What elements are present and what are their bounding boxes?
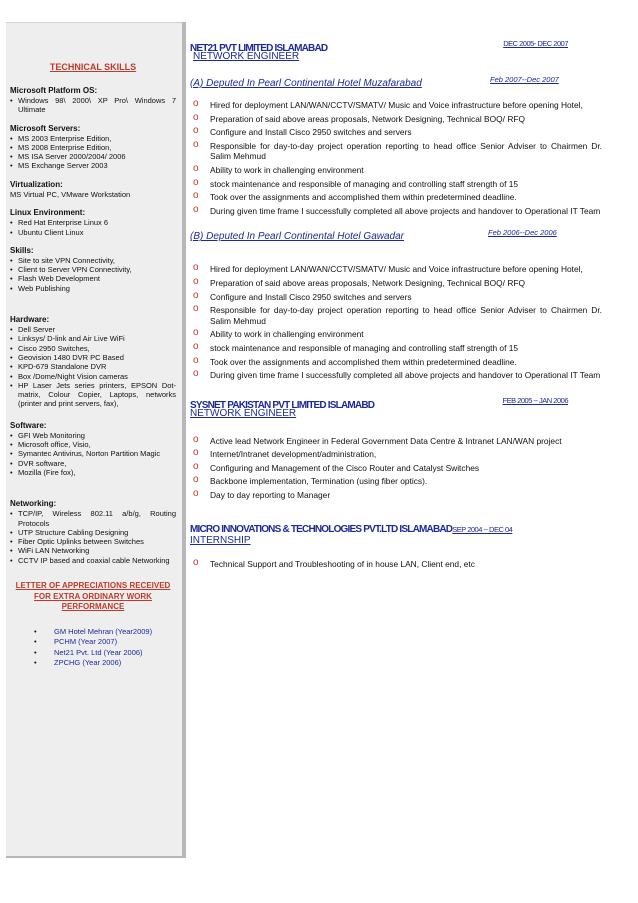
skill-section-os bbox=[10, 86, 176, 115]
skill-item: • UTP Structure Cabling Designing bbox=[10, 528, 176, 537]
duties-list bbox=[190, 559, 602, 570]
skill-item: • Linksys/ D-link and Air Live WiFi bbox=[10, 334, 176, 343]
skill-item: • KPD-679 Standalone DVR bbox=[10, 362, 176, 371]
job-role: NETWORK ENGINEER bbox=[193, 51, 300, 62]
appreciations-heading: LETTER OF APPRECIATIONS RECEIVED FOR EXTRA ORDINARY WORK PERFORMANCE bbox=[15, 581, 171, 611]
skills-sidebar bbox=[6, 22, 182, 858]
skill-item: • Fiber Optic Uplinks between Switches bbox=[10, 537, 176, 546]
sidebar-divider bbox=[182, 22, 186, 858]
skill-section-hardware bbox=[10, 315, 176, 409]
section-heading: Software: bbox=[10, 420, 47, 430]
experience-column bbox=[190, 38, 602, 572]
section-heading: Linux Environment: bbox=[10, 208, 86, 218]
deputation-dates: Feb 2006--Dec 2006 bbox=[488, 228, 557, 238]
skill-item: • GFI Web Monitoring bbox=[10, 431, 176, 440]
skill-item: • Microsoft office, Visio, bbox=[10, 440, 176, 449]
technical-skills-heading: TECHNICAL SKILLS bbox=[49, 62, 137, 72]
skill-item: • Cisco 2950 Switches, bbox=[10, 344, 176, 353]
duty-item: o Configuring and Management of the Cisco Router and Catalyst Switches bbox=[190, 463, 602, 474]
deputation-header bbox=[190, 73, 602, 87]
skill-item: • WiFi LAN Networking bbox=[10, 546, 176, 555]
appreciations-list bbox=[10, 627, 176, 669]
duty-item: o Active lead Network Engineer in Federal Government Data Centre & Intranet LAN/WAN project bbox=[190, 436, 602, 447]
deputation-title: (A) Deputed In Pearl Continental Hotel Muzafarabad bbox=[190, 78, 422, 89]
section-heading: Hardware: bbox=[10, 315, 50, 325]
skill-item: • Geovision 1480 DVR PC Based bbox=[10, 353, 176, 362]
skill-section-networking bbox=[10, 499, 176, 565]
skill-item: • TCP/IP, Wireless 802.11 a/b/g, Routing Protocols bbox=[10, 509, 176, 528]
deputation-title: (B) Deputed In Pearl Continental Hotel Gawadar bbox=[190, 231, 405, 243]
duties-list bbox=[190, 436, 602, 501]
skill-item: • CCTV IP based and coaxial cable Networking bbox=[10, 556, 176, 565]
duty-item: o Internet/Intranet development/administration, bbox=[190, 449, 602, 460]
appreciation-item: • Net21 Pvt. Ltd (Year 2006) bbox=[10, 648, 176, 659]
section-heading: Microsoft Platform OS: bbox=[10, 86, 98, 95]
duty-item: o stock maintenance and responsible of managing and controlling staff strength of 15 bbox=[190, 179, 602, 190]
duty-item: o Configure and Install Cisco 2950 switches and servers bbox=[190, 292, 602, 303]
duty-item: o Responsible for day-to-day project operation reporting to head office Senior Adviser to Chairmen Dr. Salim Mehmud bbox=[190, 305, 602, 326]
duties-list bbox=[190, 264, 602, 380]
section-heading: Virtualization: bbox=[10, 179, 63, 189]
job-header bbox=[190, 395, 602, 411]
skill-item: • Red Hat Enterprise Linux 6 bbox=[10, 218, 176, 227]
duty-item: o Ability to work in challenging environment bbox=[190, 165, 602, 176]
skill-section-virtualization bbox=[10, 180, 176, 200]
duty-item: o During given time frame I successfully completed all above projects and handover to Operational IT Team bbox=[190, 206, 602, 217]
skill-section-linux bbox=[10, 208, 176, 237]
skill-item: • DVR software, bbox=[10, 459, 176, 468]
skill-line: MS Virtual PC, VMware Workstation bbox=[10, 189, 131, 199]
skill-item: • Dell Server bbox=[10, 325, 176, 334]
duty-item: o Hired for deployment LAN/WAN/CCTV/SMATV/ Music and Voice infrastructure before opening Hotel, bbox=[190, 100, 602, 111]
skill-item: • MS 2003 Enterprise Edition, bbox=[10, 134, 176, 143]
duty-item: o Took over the assignments and accomplished them within predetermined deadline. bbox=[190, 357, 602, 368]
duty-item: o During given time frame I successfully completed all above projects and handover to Operational IT Team bbox=[190, 370, 602, 381]
skill-item: • Mozilla (Fire fox), bbox=[10, 468, 176, 477]
duty-item: o Configure and Install Cisco 2950 switches and servers bbox=[190, 127, 602, 138]
duty-item: o Preparation of said above areas proposals, Network Designing, Technical BOQ/ RFQ bbox=[190, 114, 602, 125]
appreciation-item: • GM Hotel Mehran (Year2009) bbox=[10, 627, 176, 638]
duty-item: o Day to day reporting to Manager bbox=[190, 490, 602, 501]
duty-item: o Ability to work in challenging environment bbox=[190, 329, 602, 340]
section-heading: Skills: bbox=[10, 245, 34, 255]
job-header bbox=[190, 519, 602, 535]
skill-section-software bbox=[10, 421, 176, 477]
duty-item: o Technical Support and Troubleshooting of in house LAN, Client end, etc bbox=[190, 559, 602, 570]
section-heading: Networking: bbox=[10, 499, 57, 509]
job-dates: DEC 2005- DEC 2007 bbox=[503, 39, 568, 48]
job-header bbox=[190, 38, 602, 54]
duty-item: o stock maintenance and responsible of managing and controlling staff strength of 15 bbox=[190, 343, 602, 354]
skill-item: • Windows 98\ 2000\ XP Pro\ Windows 7 Ultimate bbox=[10, 96, 176, 115]
duty-item: o Backbone implementation, Termination (using fiber optics). bbox=[190, 476, 602, 487]
skill-item: • HP Laser Jets series printers, EPSON Dot-matrix, Colour Copier, Laptops, networks (printer and print servers, fax), bbox=[10, 381, 176, 409]
skill-section-skills bbox=[10, 246, 176, 293]
skill-item: • Box /Dome/Night Vision cameras bbox=[10, 372, 176, 381]
company-name: MICRO INNOVATIONS & TECHNOLOGIES PVT.LTD ISLAMABAD bbox=[190, 523, 453, 535]
skill-item: • MS Exchange Server 2003 bbox=[10, 161, 176, 170]
skill-item: • Client to Server VPN Connectivity, bbox=[10, 265, 176, 274]
job-dates: FEB 2005 -- JAN 2006 bbox=[502, 395, 568, 405]
duty-item: o Preparation of said above areas proposals, Network Designing, Technical BOQ/ RFQ bbox=[190, 278, 602, 289]
deputation-dates: Feb 2007--Dec 2007 bbox=[490, 75, 559, 84]
duty-item: o Hired for deployment LAN/WAN/CCTV/SMATV/ Music and Voice infrastructure before opening Hotel, bbox=[190, 264, 602, 275]
duties-list bbox=[190, 100, 602, 216]
job-dates: SEP 2004 -- DEC 04 bbox=[452, 524, 513, 534]
deputation-header bbox=[190, 226, 602, 243]
skill-section-servers bbox=[10, 124, 176, 171]
skill-item: • Ubuntu Client Linux bbox=[10, 228, 176, 237]
duty-item: o Took over the assignments and accomplished them within predetermined deadline. bbox=[190, 192, 602, 203]
skill-item: • MS 2008 Enterprise Edition, bbox=[10, 143, 176, 152]
section-heading: Microsoft Servers: bbox=[10, 123, 81, 133]
skill-item: • Symantec Antivirus, Norton Partition Magic bbox=[10, 449, 176, 458]
company-name: NET21 PVT LIMITED ISLAMABAD bbox=[190, 43, 328, 54]
job-role: INTERNSHIP bbox=[190, 534, 251, 546]
appreciation-item: • PCHM (Year 2007) bbox=[10, 637, 176, 648]
skill-item: • Flash Web Development bbox=[10, 274, 176, 283]
skill-item: • Web Publishing bbox=[10, 284, 176, 293]
job-role: NETWORK ENGINEER bbox=[190, 407, 297, 419]
duty-item: o Responsible for day-to-day project operation reporting to head office Senior Adviser to Chairmen Dr. Salim Mehmud bbox=[190, 141, 602, 162]
appreciation-item: • ZPCHG (Year 2006) bbox=[10, 658, 176, 669]
skill-item: • MS ISA Server 2000/2004/ 2006 bbox=[10, 152, 176, 161]
skill-item: • Site to site VPN Connectivity, bbox=[10, 256, 176, 265]
company-name: SYSNET PAKISTAN PVT LIMITED ISLAMABD bbox=[190, 399, 375, 411]
